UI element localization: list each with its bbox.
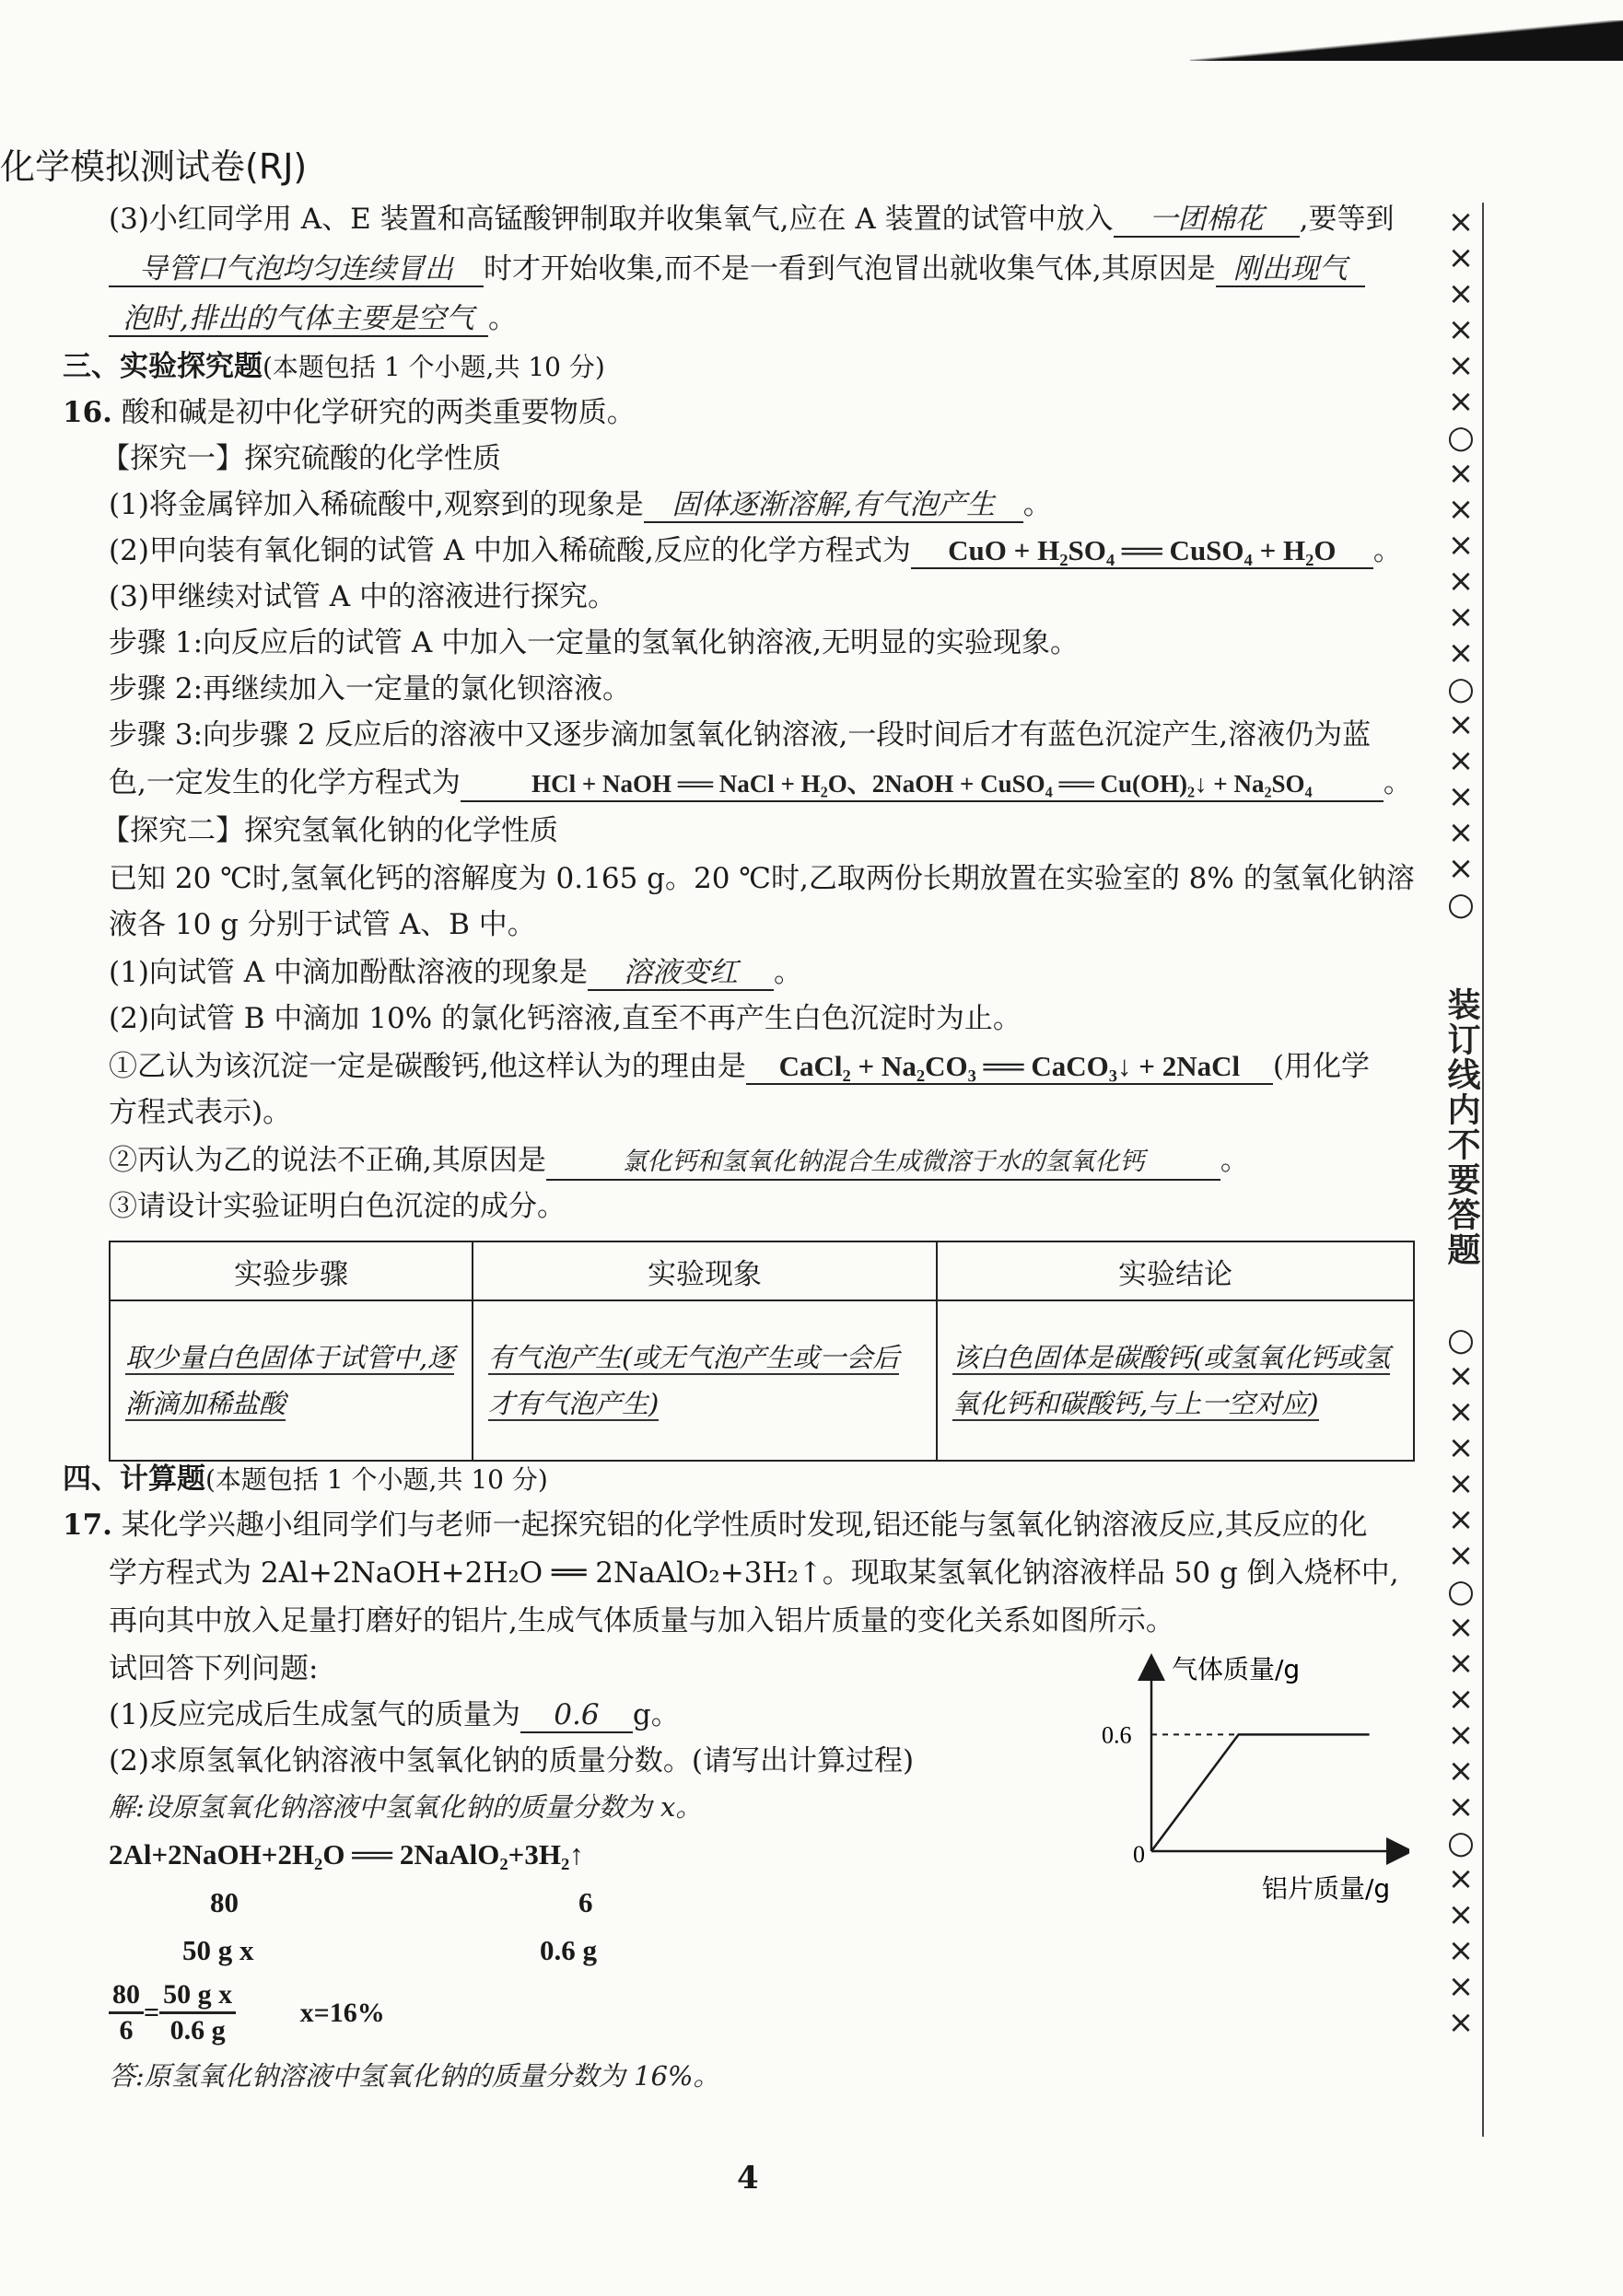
- binding-bottom-mark: ×: [1447, 1537, 1475, 1574]
- x-axis-label: 铝片质量/g: [1262, 1873, 1391, 1904]
- q17-result: x=16%: [299, 1997, 385, 2028]
- q17-solution-intro: 解:设原氢氧化钠溶液中氢氧化钠的质量分数为 x。: [109, 1791, 703, 1823]
- q16-step1: 步骤 1:向反应后的试管 A 中加入一定量的氢氧化钠溶液,无明显的实验现象。: [109, 626, 1079, 659]
- binding-top-mark: ×: [1447, 311, 1475, 348]
- q16-c1-line1: ①乙认为该沉淀一定是碳酸钙,他这样认为的理由是 CaCl₂ + Na₂CO₃ ══ CaCO₃↓ + 2NaCl (用化学: [109, 1050, 1370, 1083]
- binding-top-mark: ×: [1447, 778, 1475, 815]
- q17-molar-mass-naoh: 80: [210, 1886, 239, 1918]
- q15-part3-line3: 泡时,排出的气体主要是空气 。: [109, 300, 517, 337]
- table-header-steps: 实验步骤: [110, 1241, 473, 1300]
- gas-mass-chart: [1096, 1649, 1409, 1906]
- y-tick-label: 0.6: [1102, 1721, 1132, 1749]
- binding-bottom-mark: ×: [1447, 1968, 1475, 2005]
- experiment-table: [109, 1241, 1415, 1462]
- binding-top-mark: ○: [1447, 886, 1475, 923]
- q16-stem: 16. 酸和碱是初中化学研究的两类重要物质。: [63, 396, 636, 429]
- binding-top-mark: ○: [1447, 670, 1475, 707]
- binding-bottom-mark: ×: [1447, 1429, 1475, 1466]
- q17-stem-line2: 学方程式为 2Al+2NaOH+2H₂O ══ 2NaAlO₂+3H₂↑。现取某氢氧化钠溶液样品 50 g 倒入烧杯中,: [109, 1556, 1399, 1590]
- q16-answer-c2: 氯化钙和氢氧化钠混合生成微溶于水的氢氧化钙: [546, 1146, 1220, 1181]
- q16-e2: (2)向试管 B 中滴加 10% 的氯化钙溶液,直至不再产生白色沉淀时为止。: [109, 1002, 1022, 1035]
- binding-top-mark: ×: [1447, 491, 1475, 528]
- fraction-left: $\frac{80}{6}$: [109, 1978, 144, 2047]
- binding-top-mark: ×: [1447, 275, 1475, 312]
- series-line-hydrogen: [1151, 1734, 1370, 1851]
- q17-proportion: $\frac{80}{6}$ = $\frac{\text{50 g x}}{0.6 g}$ x=16%: [109, 1978, 385, 2047]
- binding-marks-bottom: [1439, 1323, 1483, 2041]
- q16-c2: ②丙认为乙的说法不正确,其原因是 氯化钙和氢氧化钠混合生成微溶于水的氢氧化钙 。: [109, 1142, 1249, 1181]
- q16-explore1-title: 【探究一】探究硫酸的化学性质: [101, 442, 501, 475]
- q16-c1-line2: 方程式表示)。: [109, 1096, 292, 1129]
- q17-answer-statement: 答:原氢氧化钠溶液中氢氧化钠的质量分数为 16%。: [109, 2060, 720, 2092]
- binding-bottom-mark: ×: [1447, 1501, 1475, 1538]
- q15-answer-2: 导管口气泡均匀连续冒出: [109, 252, 484, 287]
- page-number: 4: [737, 2160, 759, 2197]
- binding-bottom-mark: ×: [1447, 1717, 1475, 1754]
- binding-bottom-mark: ×: [1447, 1393, 1475, 1430]
- binding-top-mark: ×: [1447, 204, 1475, 240]
- binding-top-mark: ×: [1447, 850, 1475, 887]
- q16-answer-3: HCl + NaOH ══ NaCl + H₂O、2NaOH + CuSO₄ ══ Cu(OH)₂↓ + Na₂SO₄: [461, 767, 1384, 802]
- binding-bottom-mark: ×: [1447, 1645, 1475, 1682]
- q16-part1: (1)将金属锌加入稀硫酸中,观察到的现象是 固体逐渐溶解,有气泡产生 。: [109, 488, 1052, 521]
- binding-marks-top: [1439, 204, 1483, 923]
- origin-label: 0: [1133, 1841, 1145, 1868]
- q16-step2: 步骤 2:再继续加入一定量的氯化钡溶液。: [109, 672, 632, 705]
- table-header-phenomenon: 实验现象: [473, 1241, 937, 1300]
- table-header-conclusion: 实验结论: [937, 1241, 1414, 1300]
- binding-bottom-mark: ×: [1447, 1896, 1475, 1933]
- section4-heading: 四、计算题(本题包括 1 个小题,共 10 分): [63, 1463, 548, 1496]
- q17-molar-mass-h2: 6: [578, 1886, 593, 1918]
- q16-answer-1: 固体逐渐溶解,有气泡产生: [644, 488, 1023, 523]
- q15-part3-line1: (3)小红同学用 A、E 装置和高锰酸钾制取并收集氧气,应在 A 装置的试管中放入 一团棉花 ,要等到: [109, 203, 1395, 236]
- q17-part2: (2)求原氢氧化钠溶液中氢氧化钠的质量分数。(请写出计算过程): [109, 1744, 915, 1777]
- q15-part3-line2: 导管口气泡均匀连续冒出 时才开始收集,而不是一看到气泡冒出就收集气体,其原因是 刚出现气: [109, 251, 1365, 287]
- binding-top-mark: ×: [1447, 527, 1475, 564]
- binding-top-mark: ×: [1447, 383, 1475, 420]
- q16-c3: ③请设计实验证明白色沉淀的成分。: [109, 1190, 566, 1223]
- q17-answer-1: 0.6: [520, 1698, 633, 1733]
- q17-stem-line1: 17. 某化学兴趣小组同学们与老师一起探究铝的化学性质时发现,铝还能与氢氧化钠溶液反应,其反应的化: [63, 1509, 1368, 1542]
- fraction-right: $\frac{\text{50 g x}}{0.6 g}$: [159, 1978, 236, 2047]
- binding-top-mark: ×: [1447, 706, 1475, 743]
- binding-bottom-mark: ○: [1447, 1573, 1475, 1610]
- section3-heading: 三、实验探究题(本题包括 1 个小题,共 10 分): [63, 350, 605, 383]
- table-row: [110, 1300, 1414, 1461]
- q16-answer-2: CuO + H₂SO₄ ══ CuSO₄ + H₂O: [911, 534, 1373, 569]
- binding-top-mark: ○: [1447, 419, 1475, 456]
- binding-bottom-mark: ×: [1447, 1358, 1475, 1394]
- q16-step3-line1: 步骤 3:向步骤 2 反应后的溶液中又逐步滴加氢氧化钠溶液,一段时间后才有蓝色沉淀产生,溶液仍为蓝: [109, 718, 1372, 752]
- binding-top-mark: ×: [1447, 347, 1475, 384]
- q17-prompt: 试回答下列问题:: [109, 1652, 319, 1685]
- binding-bottom-mark: ×: [1447, 1932, 1475, 1969]
- q16-part2: (2)甲向装有氧化铜的试管 A 中加入稀硫酸,反应的化学方程式为 CuO + H₂SO₄ ══ CuSO₄ + H₂O 。: [109, 534, 1402, 567]
- table-cell-conclusion: 该白色固体是碳酸钙(或氢氧化钙或氢氧化钙和碳酸钙,与上一空对应): [937, 1300, 1414, 1461]
- q17-stem-line3: 再向其中放入足量打磨好的铝片,生成气体质量与加入铝片质量的变化关系如图所示。: [109, 1604, 1174, 1638]
- q15-answer-1: 一团棉花: [1114, 203, 1300, 238]
- binding-bottom-mark: ×: [1447, 1753, 1475, 1789]
- q17-solution-equation: 2Al+2NaOH+2H₂O ══ 2NaAlO₂+3H₂↑: [109, 1838, 584, 1871]
- binding-bottom-mark: ×: [1447, 1465, 1475, 1502]
- q16-answer-e1: 溶液变红: [588, 956, 774, 991]
- table-cell-phenomenon: 有气泡产生(或无气泡产生或一会后才有气泡产生): [473, 1300, 937, 1461]
- y-axis-label: 气体质量/g: [1172, 1654, 1301, 1684]
- q16-answer-c1: CaCl₂ + Na₂CO₃ ══ CaCO₃↓ + 2NaCl: [746, 1050, 1273, 1085]
- q17-part1: (1)反应完成后生成氢气的质量为 0.6 g。: [109, 1698, 680, 1731]
- binding-margin: [1439, 204, 1483, 2041]
- table-cell-steps: 取少量白色固体于试管中,逐渐滴加稀盐酸: [110, 1300, 473, 1461]
- binding-top-mark: ×: [1447, 599, 1475, 635]
- binding-top-mark: ×: [1447, 455, 1475, 492]
- q17-value-naoh: 50 g x: [182, 1934, 254, 1966]
- q16-known-line1: 已知 20 ℃时,氢氧化钙的溶解度为 0.165 g。20 ℃时,乙取两份长期放置在实验室的 8% 的氢氧化钠溶: [109, 862, 1415, 895]
- q16-part3: (3)甲继续对试管 A 中的溶液进行探究。: [109, 580, 617, 613]
- binding-bottom-mark: ×: [1447, 1860, 1475, 1897]
- binding-notice: 装订线内不要答题: [1442, 987, 1480, 1267]
- header-corner-band: [1190, 20, 1623, 61]
- q16-step3-line2: 色,一定发生的化学方程式为 HCl + NaOH ══ NaCl + H₂O、2NaOH + CuSO₄ ══ Cu(OH)₂↓ + Na₂SO₄ 。: [109, 764, 1412, 802]
- q15-answer-3b: 泡时,排出的气体主要是空气: [109, 302, 488, 337]
- binding-bottom-mark: ×: [1447, 1789, 1475, 1825]
- table-header-row: [110, 1241, 1414, 1300]
- page-title: 化学模拟测试卷(RJ): [0, 146, 308, 187]
- binding-top-mark: ×: [1447, 563, 1475, 600]
- binding-bottom-mark: ○: [1447, 1824, 1475, 1861]
- binding-bottom-mark: ×: [1447, 1681, 1475, 1718]
- binding-top-mark: ×: [1447, 814, 1475, 851]
- binding-top-mark: ×: [1447, 742, 1475, 779]
- q15-answer-3a: 刚出现气: [1216, 252, 1365, 287]
- q16-known-line2: 液各 10 g 分别于试管 A、B 中。: [109, 908, 536, 941]
- binding-bottom-mark: ○: [1447, 1322, 1475, 1358]
- binding-top-mark: ×: [1447, 635, 1475, 671]
- binding-top-mark: ×: [1447, 239, 1475, 276]
- binding-bottom-mark: ×: [1447, 1609, 1475, 1646]
- q17-value-h2: 0.6 g: [540, 1934, 597, 1966]
- binding-bottom-mark: ×: [1447, 2004, 1475, 2041]
- q16-explore2-title: 【探究二】探究氢氧化钠的化学性质: [101, 814, 558, 847]
- q16-e1: (1)向试管 A 中滴加酚酞溶液的现象是 溶液变红 。: [109, 956, 803, 989]
